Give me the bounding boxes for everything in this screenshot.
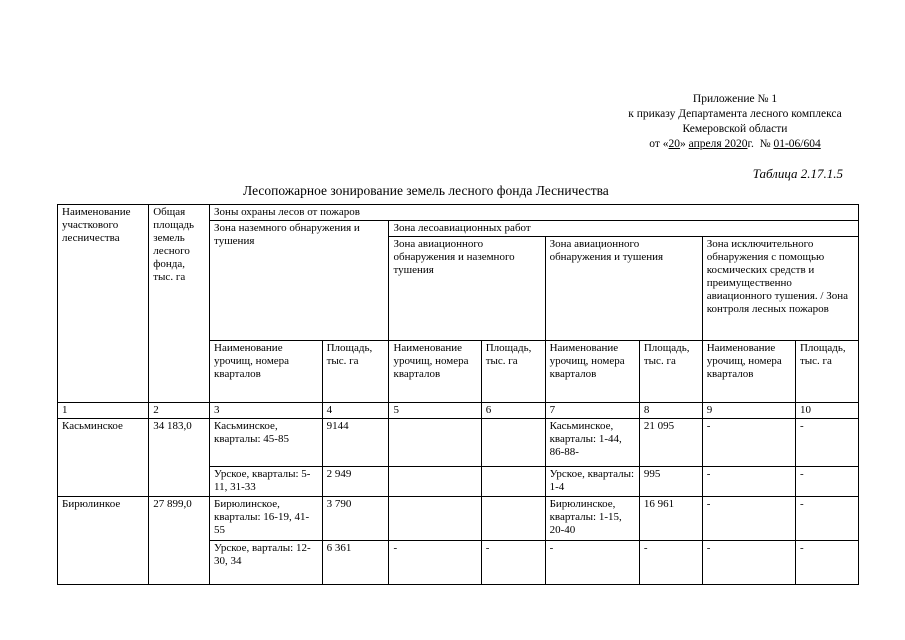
document-title: Лесопожарное зонирование земель лесного фонда Лесничества xyxy=(243,183,609,198)
cell-c9: - xyxy=(702,497,795,541)
col-num-2: 2 xyxy=(149,403,210,419)
cell-c8: - xyxy=(639,541,702,585)
order-number: 01-06/604 xyxy=(773,138,821,150)
subheader-name-2: Наименование урочищ, номера кварталов xyxy=(389,341,481,403)
subheader-area-2: Площадь, тыс. га xyxy=(481,341,545,403)
cell-c5 xyxy=(389,419,481,467)
table-row xyxy=(58,419,859,467)
cell-c4: 3 790 xyxy=(322,497,389,541)
cell-c5 xyxy=(389,497,481,541)
forestry-name: Бирюлинкое xyxy=(58,497,149,585)
forestry-area: 27 899,0 xyxy=(149,497,210,585)
cell-c9: - xyxy=(702,467,795,497)
appendix-region: Кемеровской области xyxy=(682,123,788,135)
subheader-name-4: Наименование урочищ, номера кварталов xyxy=(702,341,795,403)
col-num-4: 4 xyxy=(322,403,389,419)
date-prefix: от « xyxy=(649,138,669,150)
header-air-works-zone: Зона лесоавиационных работ xyxy=(389,221,859,237)
col-num-5: 5 xyxy=(389,403,481,419)
subheader-name-1: Наименование урочищ, номера кварталов xyxy=(210,341,323,403)
cell-c3: Урское, кварталы: 5-11, 31-33 xyxy=(210,467,323,497)
cell-c7: - xyxy=(545,541,639,585)
appendix-header xyxy=(560,92,905,152)
cell-c8: 995 xyxy=(639,467,702,497)
date-month-year: апреля 2020 xyxy=(688,138,748,150)
cell-c6 xyxy=(481,497,545,541)
col-num-6: 6 xyxy=(481,403,545,419)
cell-c4: 2 949 xyxy=(322,467,389,497)
cell-c8: 21 095 xyxy=(639,419,702,467)
col-num-9: 9 xyxy=(702,403,795,419)
header-forestry: Наименование участкового лесничества xyxy=(58,205,149,403)
header-ground-zone: Зона наземного обнаружения и тушения xyxy=(210,221,389,341)
appendix-date-line xyxy=(560,137,905,152)
table-number: Таблица 2.17.1.5 xyxy=(752,166,843,181)
cell-c3: Урское, варталы: 12-30, 34 xyxy=(210,541,323,585)
date-day: 20 xyxy=(668,138,681,150)
appendix-order: к приказу Департамента лесного комплекса xyxy=(628,108,842,120)
cell-c7: Урское, кварталы: 1-4 xyxy=(545,467,639,497)
date-year-suffix: г. xyxy=(747,138,754,150)
cell-c3: Бирюлинское, кварталы: 16-19, 41-55 xyxy=(210,497,323,541)
appendix-title: Приложение № 1 xyxy=(692,93,778,105)
date-mid: » xyxy=(680,138,686,150)
forestry-area: 34 183,0 xyxy=(149,419,210,497)
cell-c8: 16 961 xyxy=(639,497,702,541)
table-row xyxy=(58,497,859,541)
subheader-area-3: Площадь, тыс. га xyxy=(639,341,702,403)
cell-c4: 6 361 xyxy=(322,541,389,585)
cell-c10: - xyxy=(795,497,858,541)
cell-c3: Касьминское, кварталы: 45-85 xyxy=(210,419,323,467)
column-number-row xyxy=(58,403,859,419)
cell-c5 xyxy=(389,467,481,497)
cell-c9: - xyxy=(702,419,795,467)
subheader-area-4: Площадь, тыс. га xyxy=(795,341,858,403)
cell-c7: Касьминское, кварталы: 1-44, 86-88- xyxy=(545,419,639,467)
subheader-area-1: Площадь, тыс. га xyxy=(322,341,389,403)
cell-c6 xyxy=(481,419,545,467)
col-num-10: 10 xyxy=(795,403,858,419)
cell-c6 xyxy=(481,467,545,497)
cell-c5: - xyxy=(389,541,481,585)
col-num-3: 3 xyxy=(210,403,323,419)
subheader-name-3: Наименование урочищ, номера кварталов xyxy=(545,341,639,403)
header-fire-zones: Зоны охраны лесов от пожаров xyxy=(210,205,859,221)
number-prefix: № xyxy=(759,138,771,150)
col-num-8: 8 xyxy=(639,403,702,419)
col-num-1: 1 xyxy=(58,403,149,419)
cell-c6: - xyxy=(481,541,545,585)
header-space-zone: Зона исключительного обнаружения с помощью космических средств и преимущественно авиационного тушения. / Зона контроля лесных пожаров xyxy=(702,237,858,341)
header-air-zone: Зона авиационного обнаружения и тушения xyxy=(545,237,702,341)
fire-zoning-table xyxy=(57,204,859,585)
header-total-area: Общая площадь земель лесного фонда, тыс. га xyxy=(149,205,210,403)
cell-c7: Бирюлинское, кварталы: 1-15, 20-40 xyxy=(545,497,639,541)
cell-c10: - xyxy=(795,467,858,497)
cell-c4: 9144 xyxy=(322,419,389,467)
cell-c9: - xyxy=(702,541,795,585)
cell-c10: - xyxy=(795,419,858,467)
header-air-ground-zone: Зона авиационного обнаружения и наземного тушения xyxy=(389,237,545,341)
cell-c10: - xyxy=(795,541,858,585)
col-num-7: 7 xyxy=(545,403,639,419)
forestry-name: Касьминское xyxy=(58,419,149,497)
